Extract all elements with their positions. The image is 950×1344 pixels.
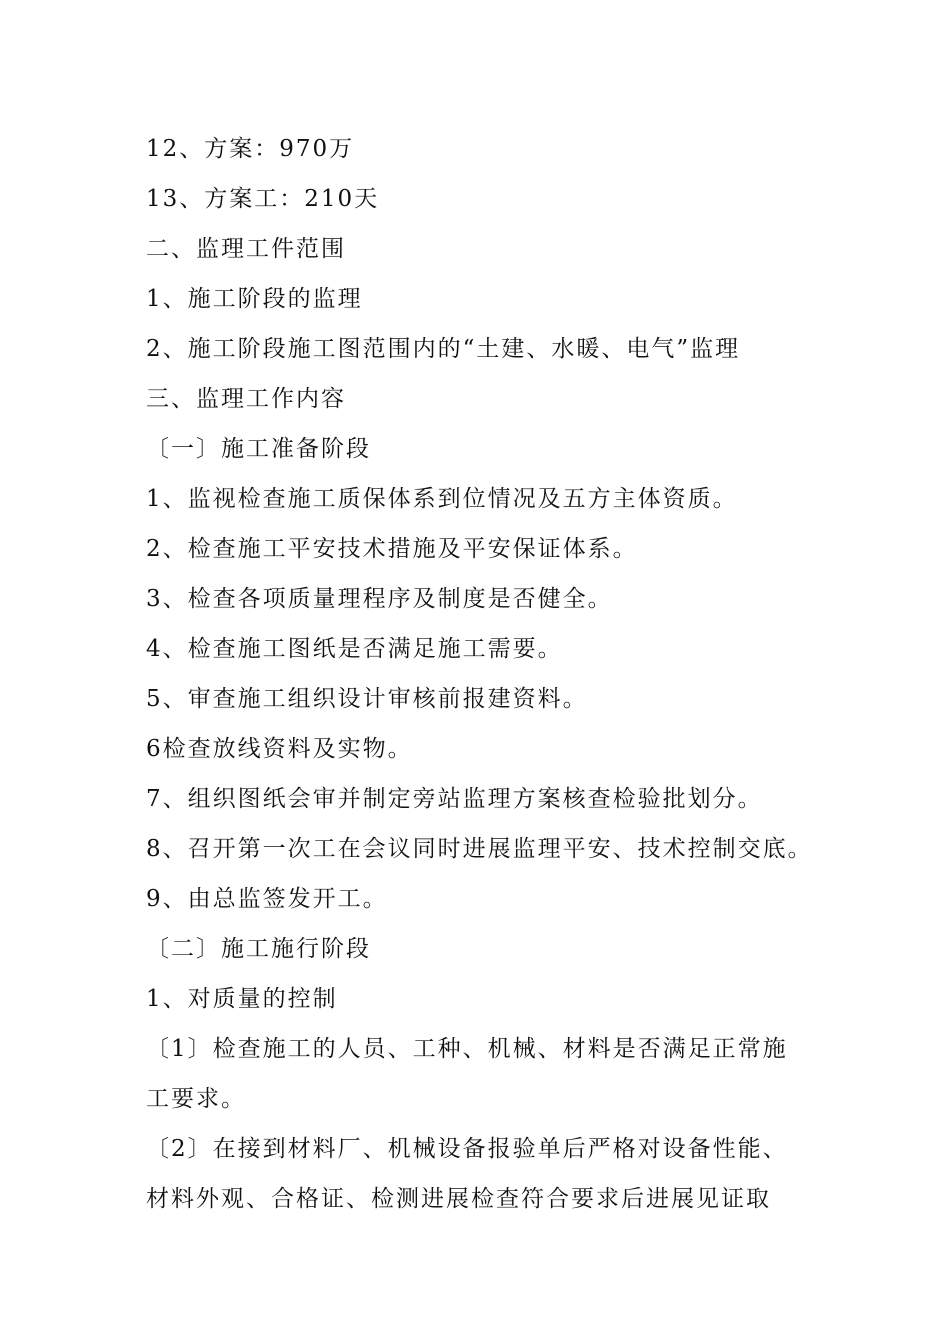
text-line: 5、审查施工组织设计审核前报建资料。 (146, 686, 588, 712)
text-line: 〔1〕检查施工的人员、工种、机械、材料是否满足正常施 (146, 1036, 788, 1062)
subsection-heading: 〔二〕施工施行阶段 (146, 936, 371, 962)
text-line: 7、组织图纸会审并制定旁站监理方案核查检验批划分。 (146, 786, 763, 812)
section-heading: 三、监理工作内容 (146, 386, 346, 412)
text-line: 12、方案：970万 (146, 136, 355, 162)
text-line: 13、方案工：210天 (146, 186, 380, 212)
text-line: 〔2〕在接到材料厂、机械设备报验单后严格对设备性能、 (146, 1136, 788, 1162)
subsection-heading: 〔一〕施工准备阶段 (146, 436, 371, 462)
text-line: 材料外观、合格证、检测进展检查符合要求后进展见证取 (146, 1186, 771, 1212)
text-line: 2、检查施工平安技术措施及平安保证体系。 (146, 536, 638, 562)
section-heading: 二、监理工件范围 (146, 236, 346, 262)
text-line: 2、施工阶段施工图范围内的“土建、水暖、电气”监理 (146, 336, 741, 362)
text-line: 1、施工阶段的监理 (146, 286, 363, 312)
text-line: 1、监视检查施工质保体系到位情况及五方主体资质。 (146, 486, 738, 512)
text-line: 6检查放线资料及实物。 (146, 736, 413, 762)
text-line: 1、对质量的控制 (146, 986, 338, 1012)
text-line: 4、检查施工图纸是否满足施工需要。 (146, 636, 563, 662)
text-line: 8、召开第一次工在会议同时进展监理平安、技术控制交底。 (146, 836, 813, 862)
text-line: 3、检查各项质量理程序及制度是否健全。 (146, 586, 613, 612)
text-line: 工要求。 (146, 1086, 246, 1112)
text-line: 9、由总监签发开工。 (146, 886, 388, 912)
